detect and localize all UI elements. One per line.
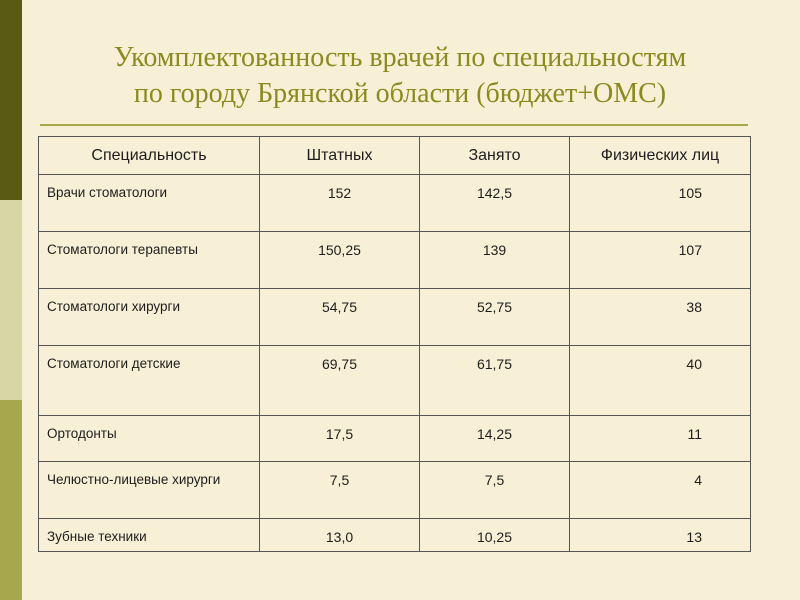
decor-bar-mid [0, 400, 22, 600]
cell-occupied: 7,5 [420, 462, 570, 519]
table-row [39, 289, 751, 346]
staffing-table [38, 136, 751, 552]
header-staffed: Штатных [260, 137, 420, 175]
cell-specialty: Челюстно-лицевые хирурги [39, 462, 260, 519]
table-row [39, 519, 751, 552]
cell-specialty: Стоматологи детские [39, 346, 260, 416]
table-row [39, 462, 751, 519]
table-header-row [39, 137, 751, 175]
cell-specialty: Зубные техники [39, 519, 260, 552]
cell-staffed: 69,75 [260, 346, 420, 416]
table-row [39, 346, 751, 416]
table-row [39, 175, 751, 232]
cell-specialty: Врачи стоматологи [39, 175, 260, 232]
cell-occupied: 139 [420, 232, 570, 289]
cell-specialty: Стоматологи терапевты [39, 232, 260, 289]
cell-occupied: 14,25 [420, 416, 570, 462]
header-persons: Физических лиц [570, 137, 751, 175]
cell-persons: 107 [570, 232, 751, 289]
header-occupied: Занято [420, 137, 570, 175]
table-row [39, 416, 751, 462]
cell-staffed: 54,75 [260, 289, 420, 346]
cell-staffed: 7,5 [260, 462, 420, 519]
cell-staffed: 150,25 [260, 232, 420, 289]
slide-title-line-1: Укомплектованность врачей по специальностям [113, 42, 687, 73]
cell-specialty: Стоматологи хирурги [39, 289, 260, 346]
cell-occupied: 52,75 [420, 289, 570, 346]
decor-bar-dark [0, 0, 22, 200]
cell-persons: 11 [570, 416, 751, 462]
cell-persons: 13 [570, 519, 751, 552]
header-specialty: Специальность [39, 137, 260, 175]
title-underline [40, 124, 748, 126]
slide-title-line-2: по городу Брянской области (бюджет+ОМС) [133, 78, 667, 109]
slide-title [42, 40, 758, 112]
table-row [39, 232, 751, 289]
cell-occupied: 61,75 [420, 346, 570, 416]
cell-occupied: 142,5 [420, 175, 570, 232]
cell-specialty: Ортодонты [39, 416, 260, 462]
decor-bar-light [0, 200, 22, 400]
cell-staffed: 17,5 [260, 416, 420, 462]
cell-staffed: 13,0 [260, 519, 420, 552]
cell-persons: 38 [570, 289, 751, 346]
cell-persons: 105 [570, 175, 751, 232]
cell-staffed: 152 [260, 175, 420, 232]
cell-persons: 40 [570, 346, 751, 416]
cell-occupied: 10,25 [420, 519, 570, 552]
cell-persons: 4 [570, 462, 751, 519]
